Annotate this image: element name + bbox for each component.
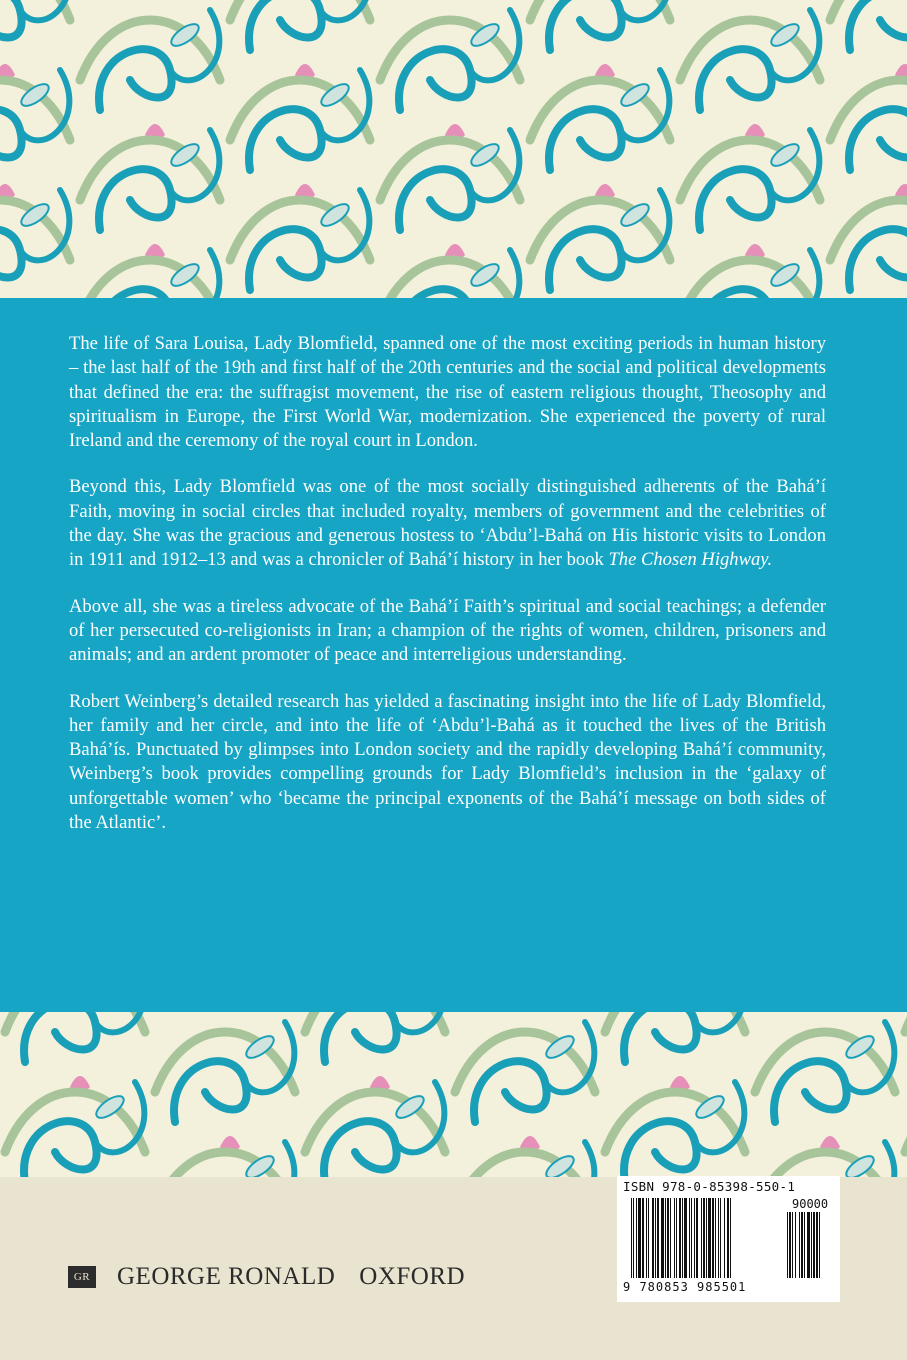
barcode-bar: [701, 1198, 702, 1278]
scroll-stroke: [99, 289, 172, 298]
back-cover-blurb: [0, 298, 907, 1012]
barcode-bar: [642, 1198, 644, 1278]
gr-logo-icon: GR: [68, 1266, 96, 1288]
book-title-chosen-highway: The Chosen Highway.: [608, 549, 773, 571]
barcode-bar: [691, 1198, 692, 1278]
top-arabesque-pattern: [0, 0, 907, 298]
scroll-stroke: [774, 1061, 847, 1122]
scroll-stroke: [324, 1012, 397, 1062]
barcode-bar: [703, 1198, 705, 1278]
barcode-bar: [665, 1198, 666, 1278]
barcode-bar: [720, 1198, 721, 1278]
barcode-bar: [646, 1198, 647, 1278]
barcode-bar: [667, 1198, 669, 1278]
publisher-name: GEORGE RONALD: [117, 1263, 336, 1290]
scroll-stroke: [620, 0, 669, 20]
scroll-stroke: [249, 109, 322, 170]
barcode-bar: [652, 1198, 654, 1278]
barcode-bar: [807, 1212, 810, 1278]
barcode-bar: [816, 1212, 818, 1278]
barcode-bar: [795, 1212, 796, 1278]
scroll-stroke: [0, 109, 22, 170]
barcode-bar: [674, 1198, 675, 1278]
blurb-paragraph-2-text: Beyond this, Lady Blomfield was one of the most socially distinguished adherents of the Bahá’í Faith, moving in social circles that included royalty, members of government and the celebrities of the day. She was the gracious and generous hostess to ‘Abdu’l-Bahá on His historic visits to London in 1911 and 1912–13 and was a chronicler of Bahá’í history in her book: [69, 476, 826, 571]
blurb-paragraph-4: Robert Weinberg’s detailed research has yielded a fascinating insight into the life of Lady Blomfield, her family and her circle, and into the life of ‘Abdu’l-Bahá as it touched the lives of the British Bahá’ís. Punctuated by glimpses into London society and the rapidly developing Bahá’í community, Weinberg’s book provides compelling grounds for Lady Blomfield’s inclusion in the ‘galaxy of unforgettable women’ who ‘became the principal exponents of the Bahá’í message on both sides of the Atlantic’.: [69, 690, 826, 834]
barcode-bar: [819, 1212, 820, 1278]
barcode-bar: [679, 1198, 681, 1278]
scroll-stroke: [849, 229, 907, 290]
scroll-stroke: [99, 49, 172, 110]
scroll-stroke: [624, 1012, 697, 1062]
scroll-stroke: [849, 109, 907, 170]
scroll-stroke: [249, 229, 322, 290]
scroll-stroke: [174, 1061, 247, 1122]
arabesque-pattern-icon: [0, 1012, 907, 1177]
scroll-stroke: [699, 49, 772, 110]
scroll-stroke: [549, 229, 622, 290]
vine-stroke: [755, 1152, 895, 1177]
scroll-stroke: [549, 0, 622, 50]
barcode-bar: [724, 1198, 725, 1278]
barcode-bar: [648, 1198, 649, 1278]
barcode-bar: [789, 1212, 791, 1278]
scroll-stroke: [699, 169, 772, 230]
scroll-stroke: [474, 1061, 547, 1122]
scroll-stroke: [0, 229, 22, 290]
bottom-arabesque-pattern: [0, 1012, 907, 1177]
barcode-bar: [811, 1212, 812, 1278]
barcode-bar: [657, 1198, 659, 1278]
barcode-bar: [804, 1212, 805, 1278]
barcode-bar: [676, 1198, 677, 1278]
publisher-imprint: [68, 1263, 465, 1291]
barcode-bar: [631, 1198, 632, 1278]
barcode-bar: [727, 1198, 729, 1278]
scroll-stroke: [699, 289, 772, 298]
scroll-stroke: [399, 289, 472, 298]
vine-stroke: [155, 1152, 295, 1177]
scroll-stroke: [849, 0, 907, 50]
barcode-bar: [712, 1198, 714, 1278]
isbn-text: ISBN 978-0-85398-550-1: [623, 1179, 796, 1194]
scroll-stroke: [249, 0, 322, 50]
barcode-bar: [801, 1212, 803, 1278]
barcode-bar: [689, 1198, 690, 1278]
price-addon-barcode-icon: [787, 1212, 833, 1278]
barcode-bar: [708, 1198, 711, 1278]
barcode-bar: [799, 1212, 800, 1278]
vine-stroke: [830, 0, 907, 20]
blurb-paragraph-2: [69, 475, 826, 572]
barcode-bar: [633, 1198, 634, 1278]
blurb-paragraph-1: The life of Sara Louisa, Lady Blomfield, spanned one of the most exciting periods in human history – the last half of the 19th and first half of the 20th centuries and the social and political developments that defined the era: the suffragist movement, the rise of eastern religious thought, Theosophy and spiritualism in Europe, the First World War, modernization. She experienced the poverty of rural Ireland and the ceremony of the royal court in London.: [69, 333, 826, 452]
barcode-bar: [636, 1198, 637, 1278]
scroll-stroke: [695, 1012, 744, 1032]
scroll-stroke: [20, 0, 69, 20]
scroll-stroke: [320, 0, 369, 20]
ean-digits: 9 780853 985501: [623, 1280, 747, 1294]
scroll-stroke: [399, 49, 472, 110]
scroll-stroke: [324, 1121, 397, 1177]
arabesque-pattern-icon: [0, 0, 907, 298]
scroll-stroke: [24, 1121, 97, 1177]
publisher-city: OXFORD: [359, 1263, 466, 1290]
vine-stroke: [455, 1152, 595, 1177]
barcode-bar: [715, 1198, 716, 1278]
price-code: 90000: [792, 1197, 829, 1211]
scroll-stroke: [399, 169, 472, 230]
scroll-stroke: [99, 169, 172, 230]
barcode-bar: [684, 1198, 687, 1278]
barcode-bar: [655, 1198, 656, 1278]
scroll-stroke: [549, 109, 622, 170]
barcode-bar: [696, 1198, 698, 1278]
barcode-bar: [661, 1198, 664, 1278]
barcode-bar: [792, 1212, 793, 1278]
barcode-bar: [706, 1198, 707, 1278]
ean13-barcode-icon: [631, 1198, 783, 1280]
barcode-box: [617, 1176, 840, 1302]
barcode-bar: [718, 1198, 719, 1278]
barcode-bar: [787, 1212, 788, 1278]
barcode-bar: [670, 1198, 671, 1278]
scroll-stroke: [624, 1121, 697, 1177]
barcode-bar: [638, 1198, 641, 1278]
scroll-stroke: [95, 1012, 144, 1032]
barcode-bar: [730, 1198, 731, 1278]
blurb-paragraph-3: Above all, she was a tireless advocate of the Bahá’í Faith’s spiritual and social teachings; a defender of her persecuted co-religionists in Iran; a champion of the rights of women, children, prisoners and animals; and an ardent promoter of peace and interreligious understanding.: [69, 595, 826, 666]
barcode-bar: [813, 1212, 815, 1278]
barcode-bar: [694, 1198, 695, 1278]
scroll-stroke: [24, 1012, 97, 1062]
barcode-bar: [682, 1198, 683, 1278]
scroll-stroke: [395, 1012, 444, 1032]
